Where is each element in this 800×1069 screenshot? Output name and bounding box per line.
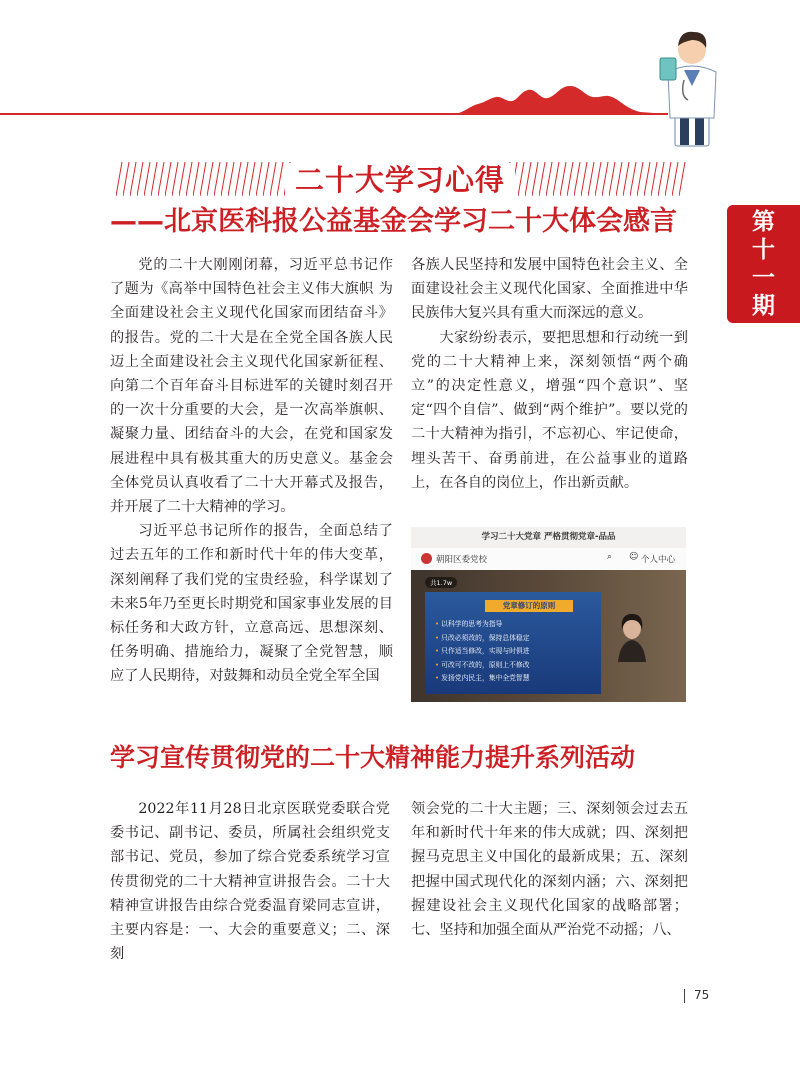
paragraph: 2022年11月28日北京医联党委联合党委书记、副书记、委员，所属社会组织党支部书记、党员，参加了综合党委系统学习宣传贯彻党的二十大精神宣讲报告会。二十大精神宣讲报告由综合党委温育梁同志宣讲，主要内容是：一、大会的重要意义；二、深刻	[110, 801, 390, 963]
header-decoration	[0, 0, 800, 160]
paragraph: 党的二十大刚刚闭幕，习近平总书记作了题为《高举中国特色社会主义伟大旗帜 为全面建设社会主义现代化国家而团结奋斗》的报告。党的二十大是在全党全国各族人民迈上全面建设社会主义现代化国家新征程、向第二个百年奋斗目标进军的关键时刻召开的一次十分重要的大会，是一次高举旗帜、凝聚力量、团结奋斗的大会，在党和国家发展进程中具有极其重大的历史意义。基金会全体党员认真收看了二十大开幕式及报告，并开展了二十大精神的学习。	[110, 257, 393, 516]
search-icon: ⌕	[607, 552, 613, 562]
section-heading: 学习宣传贯彻党的二十大精神能力提升系列活动	[110, 743, 636, 772]
screenshot-appbar	[411, 548, 686, 571]
issue-tab-char: 第	[752, 209, 775, 235]
slide-bullet: • 可改可不改的，原则上不修改	[435, 659, 530, 673]
paragraph: 大家纷纷表示，要把思想和行动统一到党的二十大精神上来，深刻领悟“两个确立”的决定性意义，增强“四个意识”、坚定“四个自信”、做到“两个维护”。要以党的二十大精神为指引，不忘初心、牢记使命，埋头苦干、奋勇前进，在公益事业的道路上，在各自的岗位上，作出新贡献。	[411, 329, 688, 491]
page-number: 75	[694, 988, 710, 1002]
screenshot-header: 学习二十大党章 严格贯彻党章-品品	[411, 527, 686, 548]
viewer-count-badge: 共1.7w	[425, 577, 457, 588]
slide-title: 党章修订的原则	[485, 600, 573, 612]
slide-bullet: • 以科学的思考为指导	[435, 618, 530, 632]
meeting-screenshot	[411, 527, 686, 702]
issue-tab	[727, 205, 800, 323]
doctor-illustration	[660, 32, 716, 146]
speaker-figure	[614, 610, 650, 662]
paragraph: 习近平总书记所作的报告，全面总结了过去五年的工作和新时代十年的伟大变革，深刻阐释了我们党的宝贵经验，科学谋划了未来5年乃至更长时期党和国家事业发展的目标任务和大政方针，立意高远、思想深刻、任务明确、措施给力，凝聚了全党智慧，顺应了人民期待，对鼓舞和动员全党全军全国	[110, 523, 393, 685]
article-subtitle: ——北京医科报公益基金会学习二十大体会感言	[110, 206, 677, 237]
user-center-label: 个人中心	[641, 555, 676, 565]
issue-tab-char: 一	[752, 265, 775, 291]
paragraph: 各族人民坚持和发展中国特色社会主义、全面建设社会主义现代化国家、全面推进中华民族伟大复兴具有重大而深远的意义。	[411, 257, 688, 322]
presentation-slide	[425, 592, 601, 694]
article-left-column	[110, 253, 393, 689]
section-right-column	[411, 797, 688, 942]
issue-tab-char: 十	[752, 237, 775, 263]
slide-bullets	[435, 618, 530, 686]
article-right-column	[411, 253, 688, 495]
video-frame	[411, 570, 686, 702]
user-icon: ☺	[629, 552, 639, 562]
app-logo-icon	[421, 553, 432, 564]
slide-bullet: • 发扬党内民主，集中全党智慧	[435, 672, 530, 686]
article-title: 二十大学习心得	[0, 158, 800, 199]
section-left-column	[110, 797, 390, 966]
slide-bullet: • 只作适当修改，实现与时俱进	[435, 645, 530, 659]
app-name: 朝阳区委党校	[436, 555, 488, 565]
paragraph: 领会党的二十大主题；三、深刻领会过去五年和新时代十年来的伟大成就；四、深刻把握马克思主义中国化的最新成果；五、深刻把握中国式现代化的深刻内涵；六、深刻把握建设社会主义现代化国家的战略部署；七、坚持和加强全面从严治党不动摇；八、	[411, 801, 688, 939]
page-number-divider	[684, 989, 685, 1003]
issue-tab-char: 期	[752, 293, 775, 319]
slide-bullet: • 只改必须改的，保持总体稳定	[435, 632, 530, 646]
